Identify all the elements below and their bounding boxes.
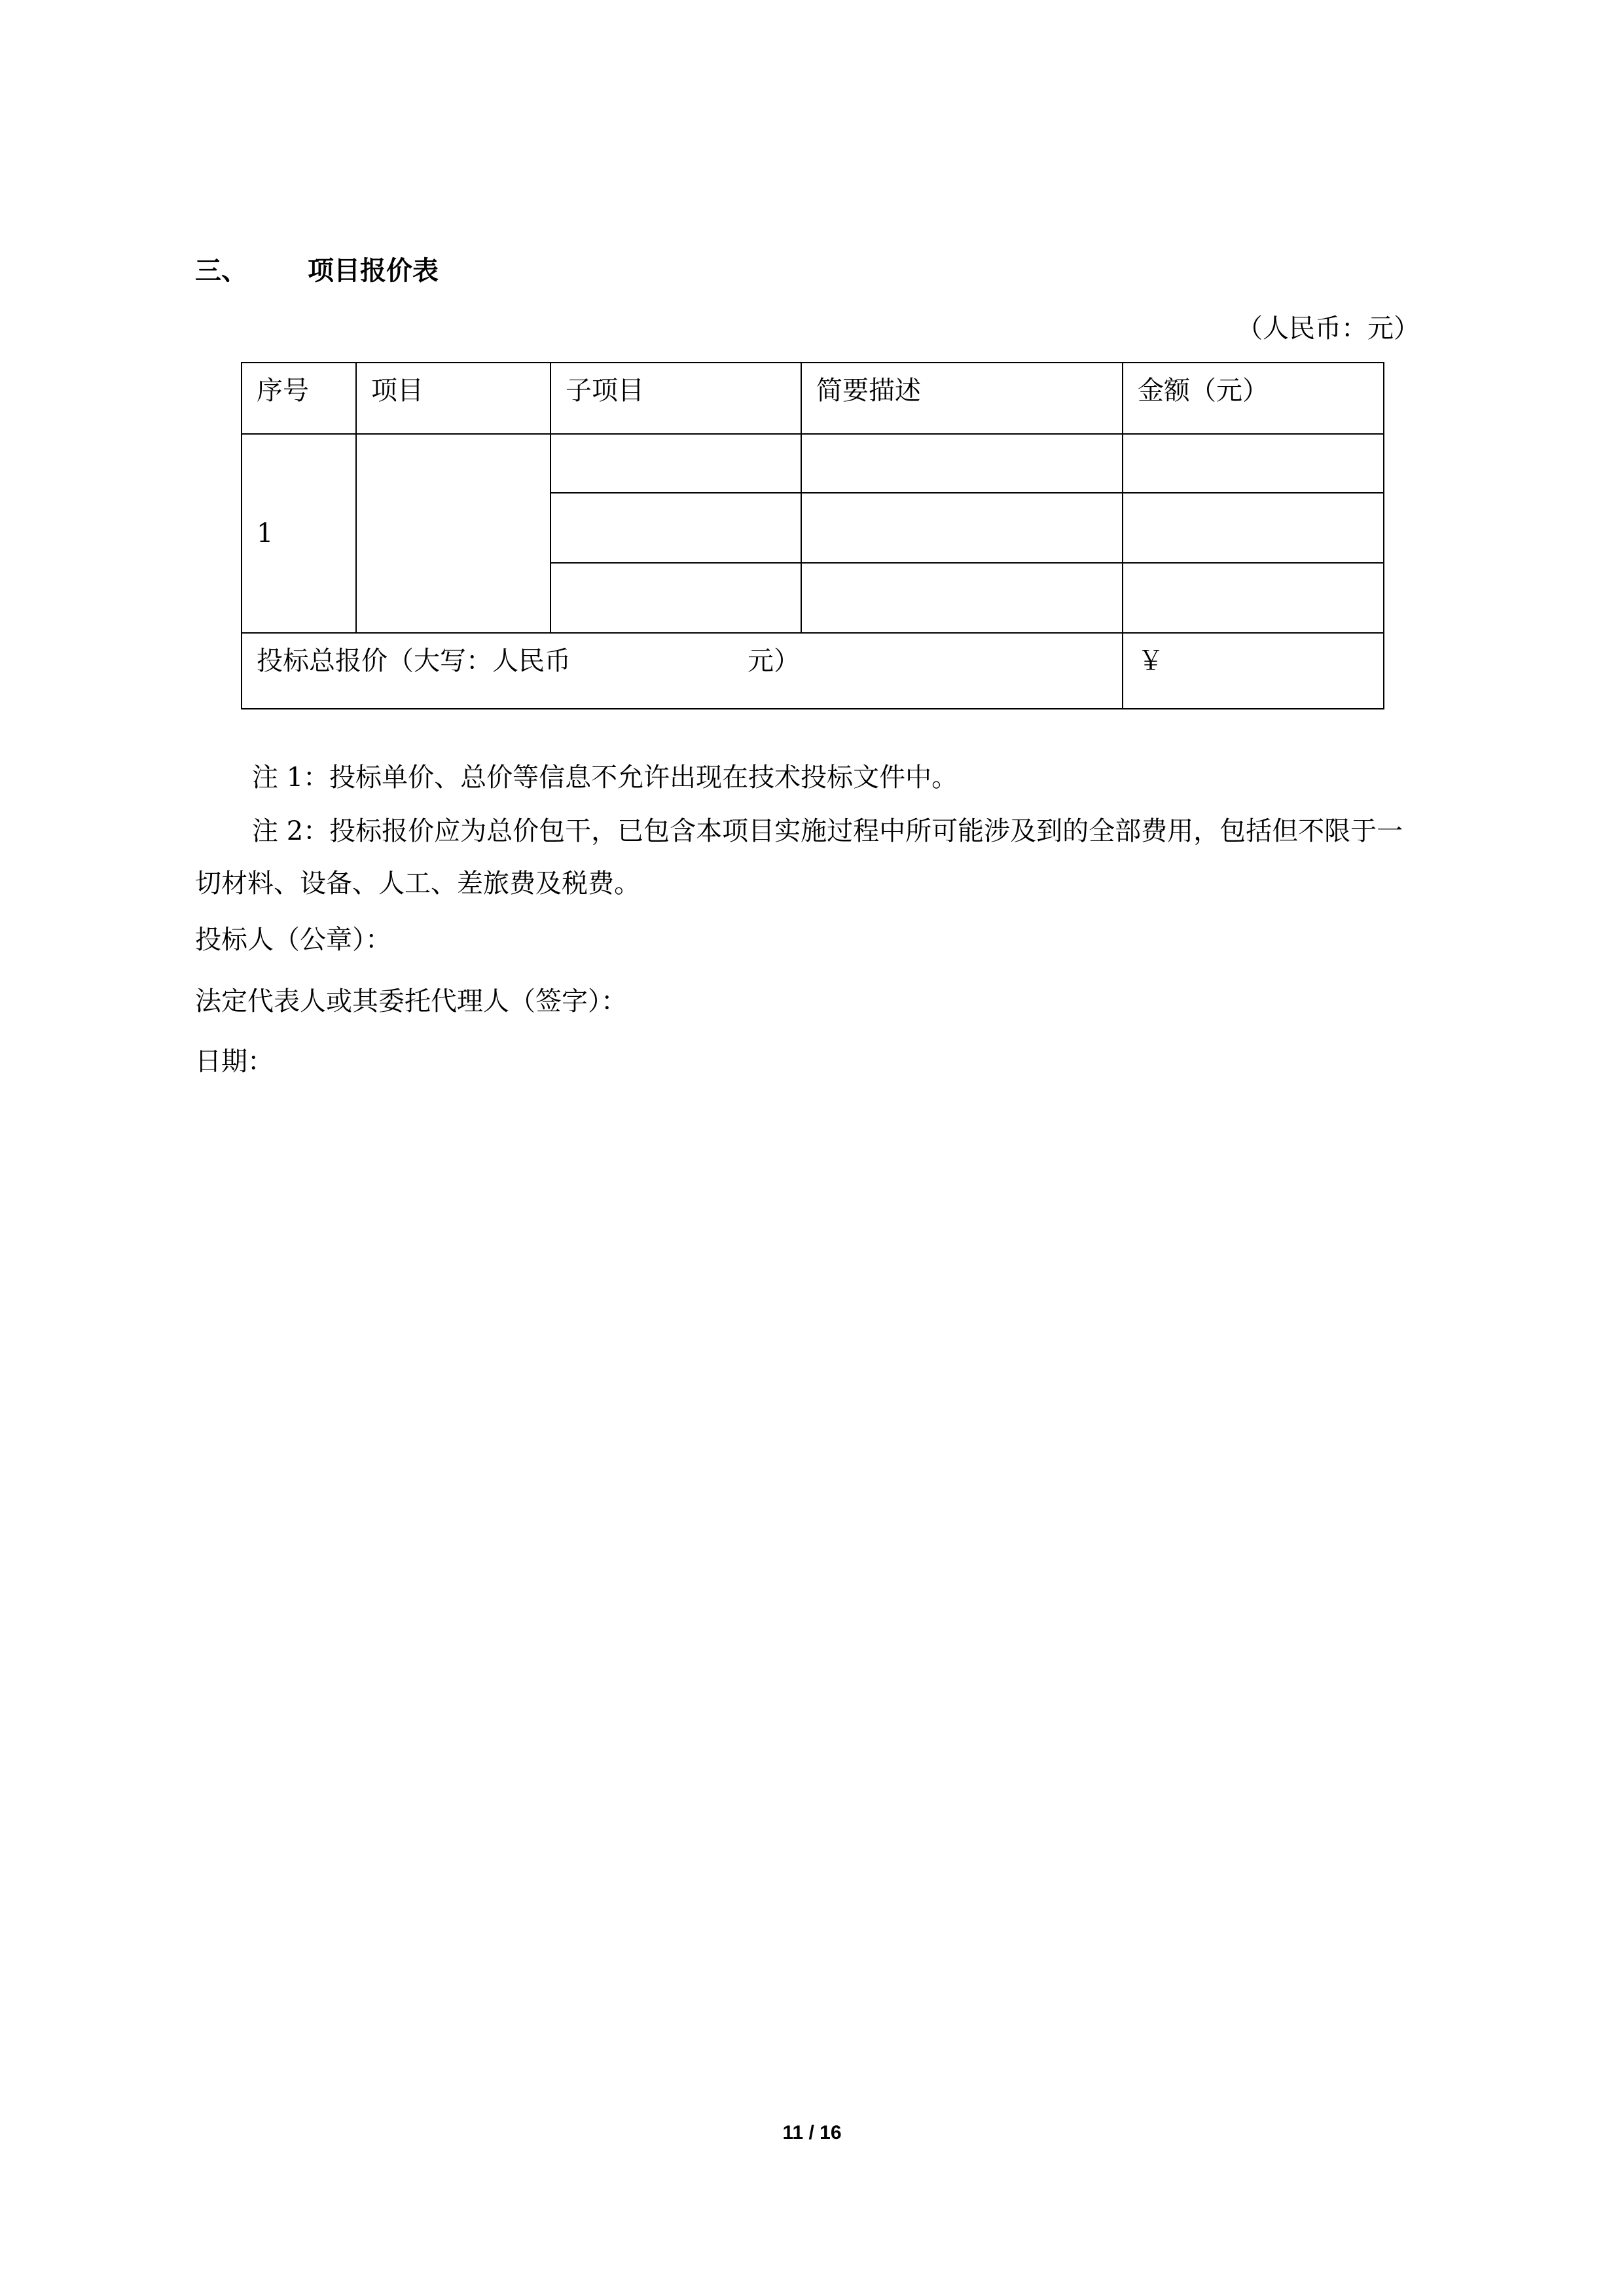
representative-signature-label: 法定代表人或其委托代理人（签字）： — [195, 986, 627, 1016]
item-cell[interactable] — [356, 434, 550, 633]
total-label: 投标总报价（大写：人民币 — [257, 646, 571, 676]
note-2: 注 2：投标报价应为总价包干，已包含本项目实施过程中所可能涉及到的全部费用，包括但不限于一切材料、设备、人工、差旅费及税费。 — [195, 816, 1403, 899]
description-cell[interactable] — [801, 493, 1123, 563]
header-item: 项目 — [356, 363, 550, 434]
table-row — [242, 434, 1384, 493]
header-description: 简要描述 — [801, 363, 1123, 434]
date-label: 日期： — [195, 1047, 274, 1077]
section-title: 项目报价表 — [308, 256, 439, 286]
total-row — [242, 633, 1384, 709]
amount-cell[interactable] — [1123, 563, 1384, 633]
table-header-row — [242, 363, 1384, 434]
sub-item-cell[interactable] — [550, 493, 801, 563]
total-label-cell[interactable] — [242, 633, 1123, 709]
bidder-seal-label: 投标人（公章）： — [195, 925, 391, 955]
amount-cell[interactable] — [1123, 434, 1384, 493]
currency-note: （人民币：元） — [1236, 314, 1420, 344]
description-cell[interactable] — [801, 563, 1123, 633]
note-1: 注 1：投标单价、总价等信息不允许出现在技术投标文件中。 — [252, 762, 958, 793]
sub-item-cell[interactable] — [550, 563, 801, 633]
yuan-symbol: ￥ — [1138, 646, 1164, 676]
description-cell[interactable] — [801, 434, 1123, 493]
total-amount-cell[interactable] — [1123, 633, 1384, 709]
quotation-table — [241, 362, 1384, 709]
sub-item-cell[interactable] — [550, 434, 801, 493]
page-number: 11 / 16 — [782, 2122, 842, 2144]
header-sub-item: 子项目 — [550, 363, 801, 434]
section-number: 三、 — [195, 256, 247, 286]
header-serial-number: 序号 — [242, 363, 356, 434]
total-unit: 元） — [748, 646, 800, 676]
row-number-cell: 1 — [242, 434, 356, 633]
amount-cell[interactable] — [1123, 493, 1384, 563]
header-amount: 金额（元） — [1123, 363, 1384, 434]
